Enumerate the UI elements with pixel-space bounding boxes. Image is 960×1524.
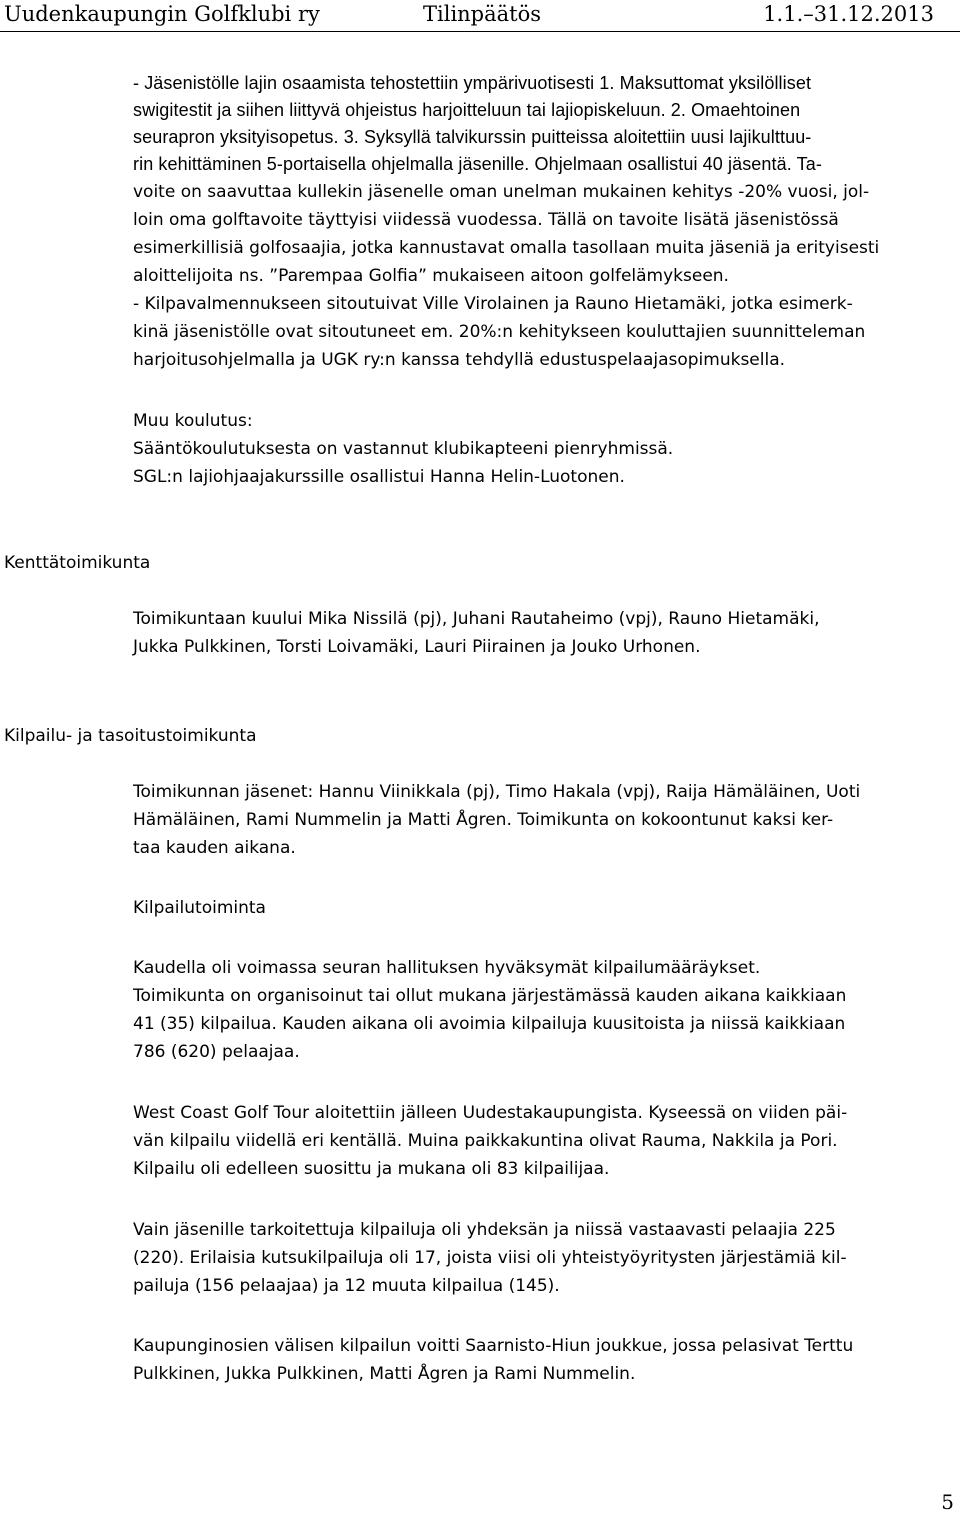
intro-line: - Kilpavalmennukseen sitoutuivat Ville Virolainen ja Rauno Hietamäki, jotka esimerk-	[133, 294, 853, 314]
intro-line: harjoitusohjelmalla ja UGK ry:n kanssa tehdyllä edustuspelaajasopimuksella.	[133, 350, 786, 370]
kilpailu-paragraph-line: Kaudella oli voimassa seuran hallituksen hyväksymät kilpailumääräykset.	[133, 958, 761, 978]
kilpailu-paragraph-line: vän kilpailu viidellä eri kentällä. Muina paikkakuntina olivat Rauma, Nakkila ja Pori.	[133, 1131, 838, 1151]
intro-line: esimerkillisiä golfosaajia, jotka kannustavat omalla tasollaan muita jäseniä ja erityisesti	[133, 238, 880, 258]
intro-line: kinä jäsenistölle ovat sitoutuneet em. 20%:n kehitykseen kouluttajien suunnitteleman	[133, 322, 866, 342]
intro-line: rin kehittäminen 5-portaisella ohjelmalla jäsenille. Ohjelmaan osallistui 40 jäsentä. Ta-	[133, 154, 822, 174]
page-header	[0, 0, 960, 30]
header-organization: Uudenkaupungin Golfklubi ry	[4, 2, 320, 26]
intro-line: aloittelijoita ns. ”Parempaa Golfia” mukaiseen aitoon golfelämykseen.	[133, 266, 729, 286]
kilpailu-members-line: Hämäläinen, Rami Nummelin ja Matti Ågren. Toimikunta on kokoontunut kaksi ker-	[133, 810, 834, 830]
kenttatoimikunta-line: Jukka Pulkkinen, Torsti Loivamäki, Lauri Piirainen ja Jouko Urhonen.	[133, 637, 701, 657]
kilpailu-paragraph-line: 786 (620) pelaajaa.	[133, 1042, 300, 1062]
intro-line: loin oma golftavoite täyttyisi viidessä vuodessa. Tällä on tavoite lisätä jäsenistössä	[133, 210, 839, 230]
intro-line: seurapron yksityisopetus. 3. Syksyllä talvikurssin puitteissa aloitettiin uusi lajikulttuu-	[133, 127, 812, 147]
muu-koulutus-title: Muu koulutus:	[133, 411, 253, 431]
kilpailu-paragraph-line: (220). Erilaisia kutsukilpailuja oli 17, joista viisi oli yhteistyöyritysten järjestämiä kil-	[133, 1248, 847, 1268]
intro-line: voite on saavuttaa kullekin jäsenelle oman unelman mukainen kehitys -20% vuosi, jol-	[133, 182, 870, 202]
kilpailu-paragraph-line: pailuja (156 pelaajaa) ja 12 muuta kilpailua (145).	[133, 1276, 560, 1296]
header-document-title: Tilinpäätös	[423, 2, 542, 26]
page-number: 5	[941, 1490, 954, 1514]
kilpailu-paragraph-line: Kaupunginosien välisen kilpailun voitti Saarnisto-Hiun joukkue, jossa pelasivat Terttu	[133, 1336, 854, 1356]
section-heading-kenttatoimikunta: Kenttätoimikunta	[4, 553, 151, 573]
kenttatoimikunta-line: Toimikuntaan kuului Mika Nissilä (pj), Juhani Rautaheimo (vpj), Rauno Hietamäki,	[133, 609, 820, 629]
kilpailu-paragraph-line: West Coast Golf Tour aloitettiin jälleen Uudestakaupungista. Kyseessä on viiden päi-	[133, 1103, 848, 1123]
header-divider	[0, 31, 960, 32]
kilpailutoiminta-subheading: Kilpailutoiminta	[133, 898, 266, 918]
kilpailu-paragraph-line: Kilpailu oli edelleen suosittu ja mukana oli 83 kilpailijaa.	[133, 1159, 610, 1179]
header-period: 1.1.–31.12.2013	[763, 2, 934, 26]
intro-line: - Jäsenistölle lajin osaamista tehostettiin ympärivuotisesti 1. Maksuttomat yksilölliset	[133, 73, 812, 93]
kilpailu-paragraph-line: 41 (35) kilpailua. Kauden aikana oli avoimia kilpailuja kuusitoista ja niissä kaikkiaan	[133, 1014, 846, 1034]
kilpailu-paragraph-line: Vain jäsenille tarkoitettuja kilpailuja oli yhdeksän ja niissä vastaavasti pelaajia 225	[133, 1220, 836, 1240]
kilpailu-paragraph-line: Toimikunta on organisoinut tai ollut mukana järjestämässä kauden aikana kaikkiaan	[133, 986, 847, 1006]
intro-line: swigitestit ja siihen liittyvä ohjeistus harjoitteluun tai lajiopiskeluun. 2. Omaehtoinen	[133, 100, 801, 120]
muu-koulutus-line: Sääntökoulutuksesta on vastannut klubikapteeni pienryhmissä.	[133, 439, 674, 459]
muu-koulutus-line: SGL:n lajiohjaajakurssille osallistui Hanna Helin-Luotonen.	[133, 467, 625, 487]
kilpailu-paragraph-line: Pulkkinen, Jukka Pulkkinen, Matti Ågren ja Rami Nummelin.	[133, 1364, 636, 1384]
kilpailu-members-line: Toimikunnan jäsenet: Hannu Viinikkala (pj), Timo Hakala (vpj), Raija Hämäläinen, Uoti	[133, 782, 861, 802]
section-heading-kilpailu: Kilpailu- ja tasoitustoimikunta	[4, 726, 257, 746]
kilpailu-members-line: taa kauden aikana.	[133, 838, 296, 858]
